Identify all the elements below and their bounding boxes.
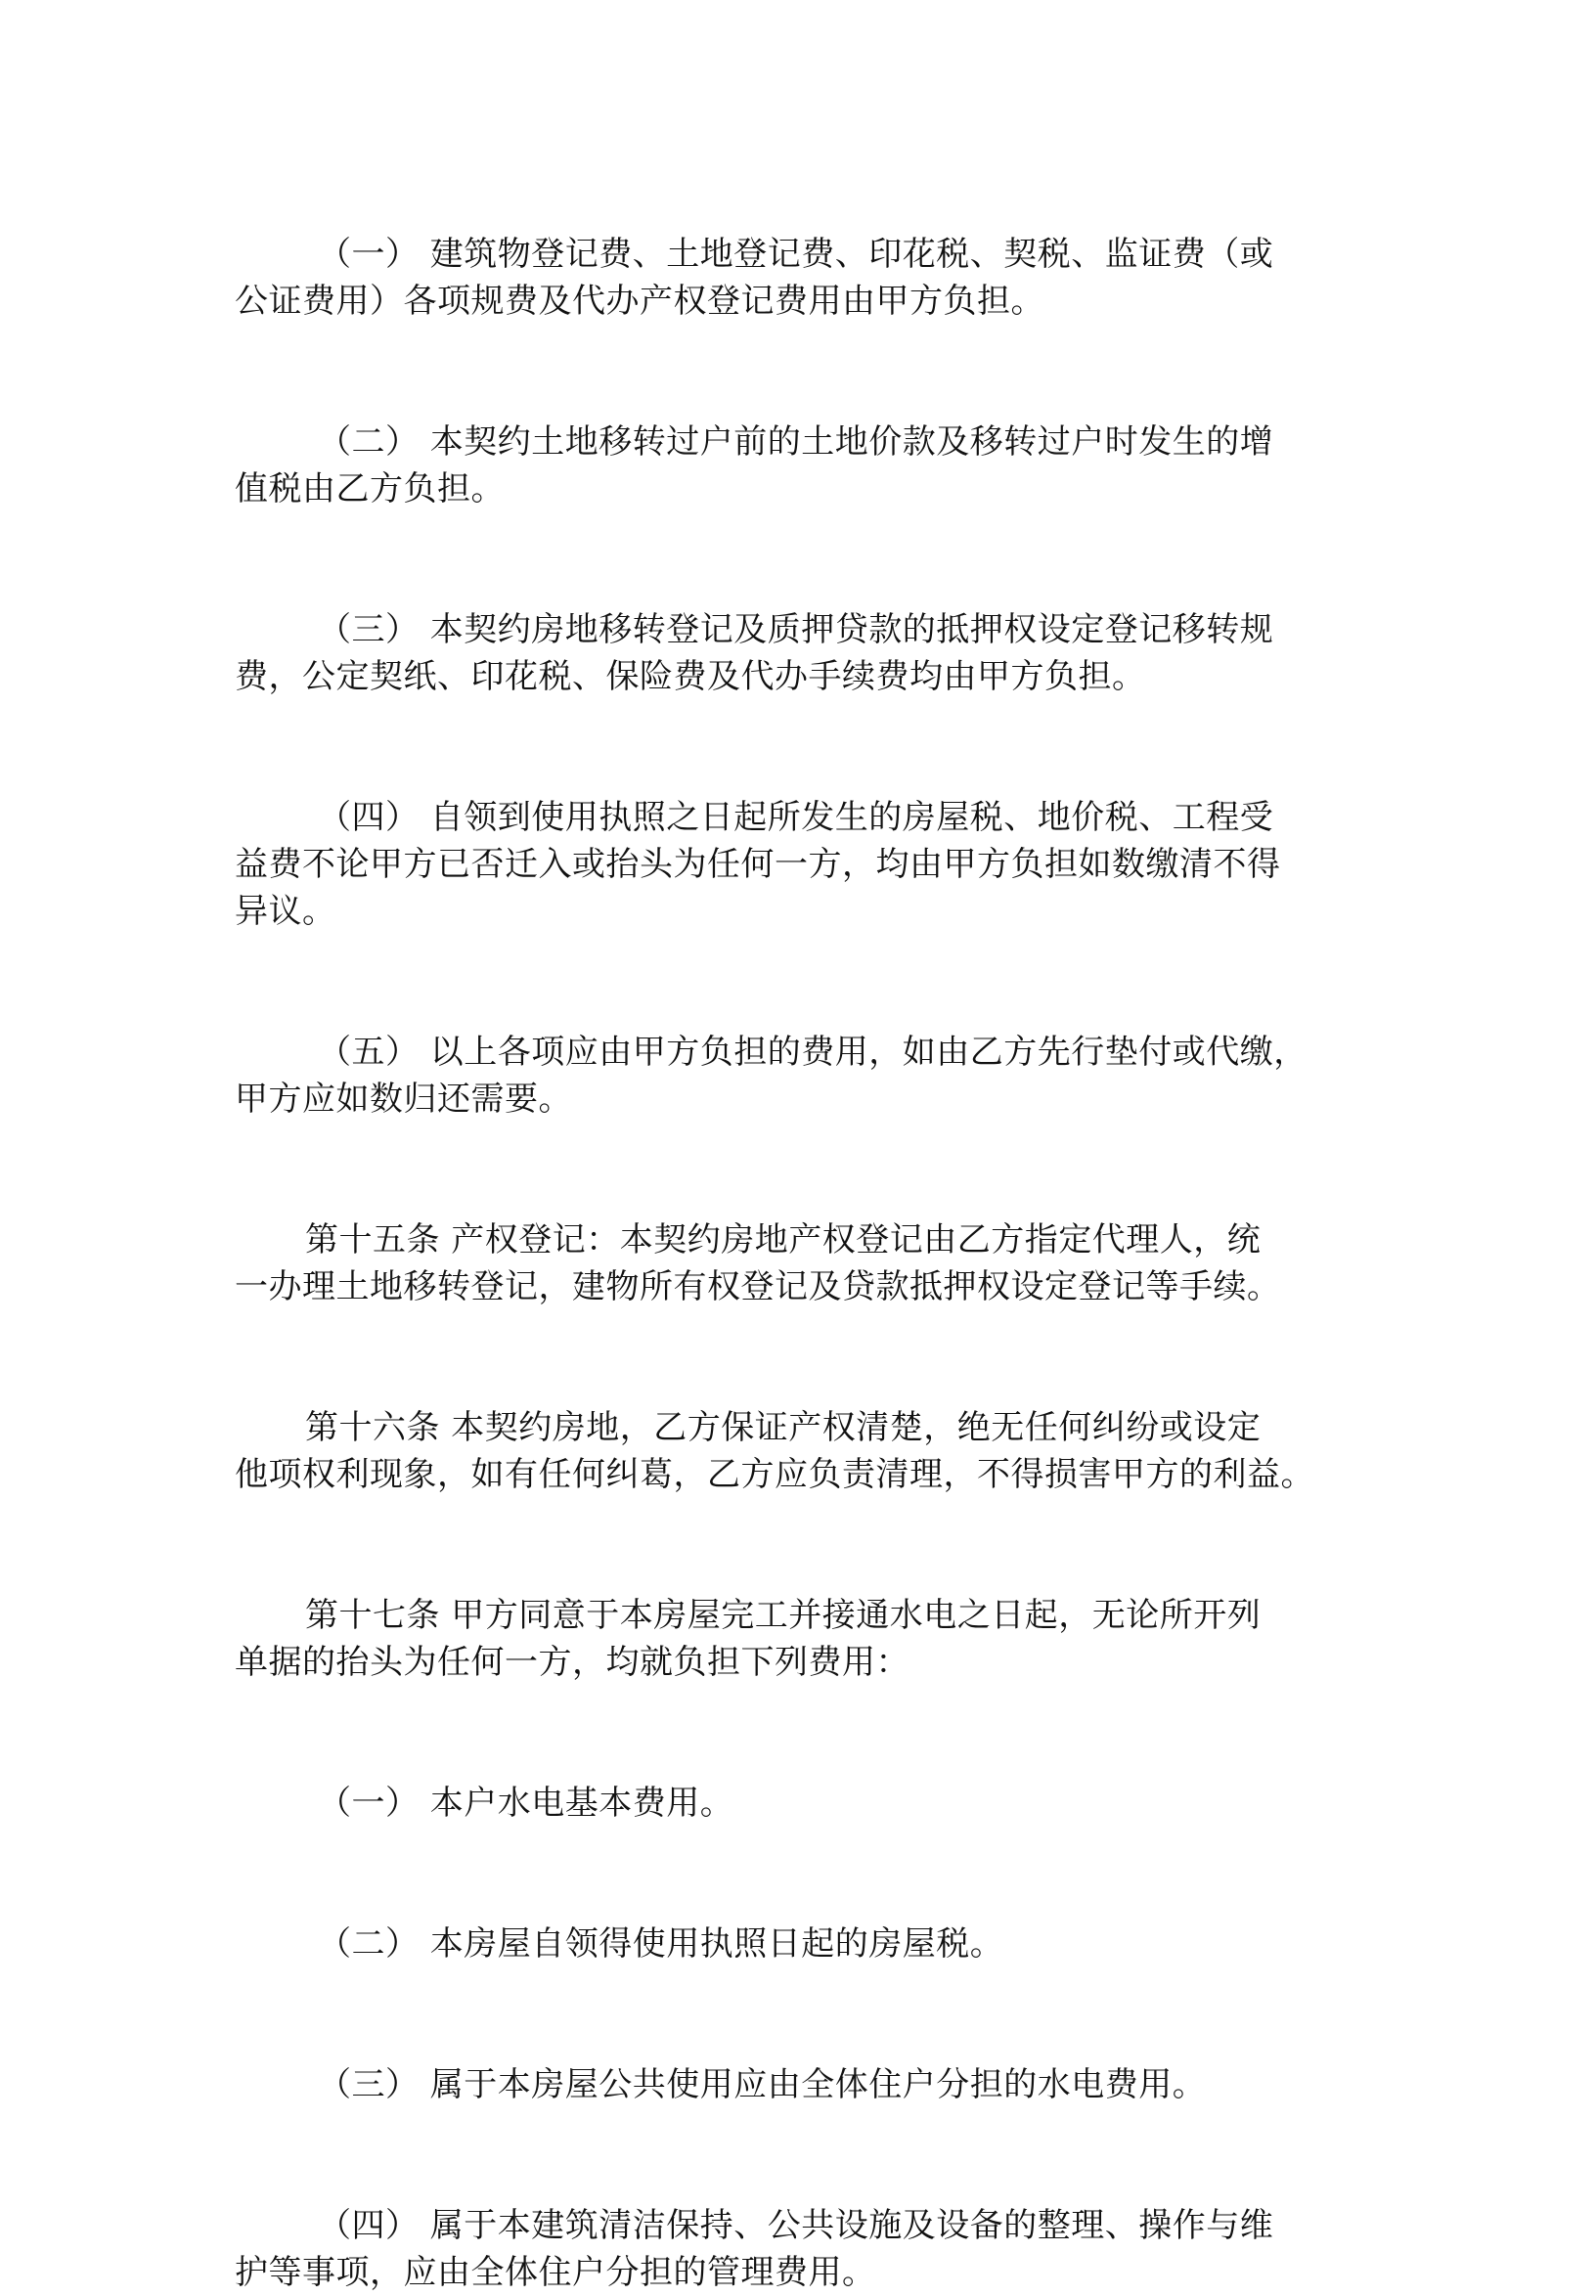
clause-fee-3-line1: （三） 本契约房地移转登记及质押贷款的抵押权设定登记移转规 [318, 610, 1274, 649]
article-17-item-2-line1: （二） 本房屋自领得使用执照日起的房屋税。 [318, 1924, 1004, 1964]
article-17 [235, 1592, 1361, 1686]
article-17-item-4-line2: 护等事项，应由全体住户分担的管理费用。 [235, 2253, 876, 2292]
article-15-line1: 第十五条 产权登记：本契约房地产权登记由乙方指定代理人，统 [305, 1220, 1262, 1259]
clause-fee-5 [235, 1029, 1361, 1123]
article-17-line2: 单据的抬头为任何一方，均就负担下列费用： [235, 1643, 909, 1682]
clause-fee-5-line2: 甲方应如数归还需要。 [235, 1080, 572, 1119]
document-body [235, 231, 1361, 2296]
clause-fee-5-line1: （五） 以上各项应由甲方负担的费用，如由乙方先行垫付或代缴， [318, 1033, 1308, 1072]
article-16-line2: 他项权利现象，如有任何纠葛，乙方应负责清理，不得损害甲方的利益。 [235, 1455, 1314, 1494]
clause-fee-3-line2: 费，公定契纸、印花税、保险费及代办手续费均由甲方负担。 [235, 657, 1146, 696]
clause-fee-1 [235, 231, 1361, 325]
article-17-item-4-line1: （四） 属于本建筑清洁保持、公共设施及设备的整理、操作与维 [318, 2206, 1274, 2245]
article-17-line1: 第十七条 甲方同意于本房屋完工并接通水电之日起，无论所开列 [305, 1596, 1262, 1635]
clause-fee-4 [235, 794, 1361, 935]
article-16 [235, 1404, 1361, 1498]
article-17-item-4 [235, 2202, 1361, 2296]
clause-fee-4-line3: 异议。 [235, 892, 336, 931]
clause-fee-4-line1: （四） 自领到使用执照之日起所发生的房屋税、地价税、工程受 [318, 798, 1274, 837]
article-17-item-1 [235, 1780, 1361, 1827]
article-17-item-3-line1: （三） 属于本房屋公共使用应由全体住户分担的水电费用。 [318, 2065, 1207, 2104]
clause-fee-4-line2: 益费不论甲方已否迁入或抬头为任何一方，均由甲方负担如数缴清不得 [235, 845, 1281, 884]
clause-fee-2 [235, 419, 1361, 512]
clause-fee-1-line1: （一） 建筑物登记费、土地登记费、印花税、契税、监证费（或 [318, 235, 1274, 274]
clause-fee-2-line1: （二） 本契约土地移转过户前的土地价款及移转过户时发生的增 [318, 422, 1274, 462]
article-15-line2: 一办理土地移转登记，建物所有权登记及贷款抵押权设定登记等手续。 [235, 1267, 1281, 1306]
article-15 [235, 1216, 1361, 1310]
clause-fee-3 [235, 606, 1361, 700]
article-17-item-1-line1: （一） 本户水电基本费用。 [318, 1784, 734, 1823]
article-16-line1: 第十六条 本契约房地，乙方保证产权清楚，绝无任何纠纷或设定 [305, 1408, 1262, 1447]
article-17-item-2 [235, 1921, 1361, 1967]
clause-fee-1-line2: 公证费用）各项规费及代办产权登记费用由甲方负担。 [235, 282, 1044, 321]
article-17-item-3 [235, 2061, 1361, 2108]
clause-fee-2-line2: 值税由乙方负担。 [235, 469, 505, 508]
